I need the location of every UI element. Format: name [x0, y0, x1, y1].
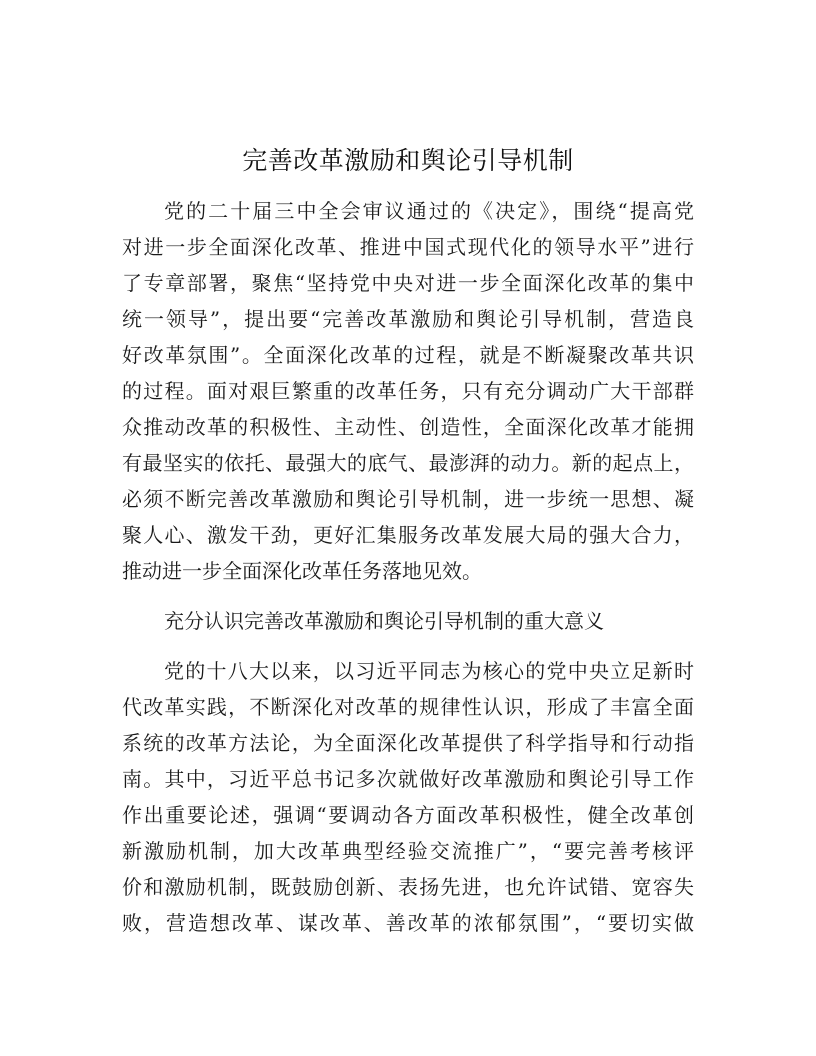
paragraph-line: 统一领导”，提出要“完善改革激励和舆论引导机制，营造良 [122, 307, 694, 331]
paragraph-line: 好改革氛围”。全面深化改革的过程，就是不断凝聚改革共识 [122, 343, 694, 367]
paragraph-line: 败，营造想改革、谋改革、善改革的浓郁氛围”，“要切实做 [122, 911, 694, 935]
paragraph-line: 党的十八大以来，以习近平同志为核心的党中央立足新时 [164, 659, 694, 683]
paragraph-line: 必须不断完善改革激励和舆论引导机制，进一步统一思想、凝 [122, 487, 694, 511]
document-title: 完善改革激励和舆论引导机制 [242, 146, 574, 175]
paragraph-line: 南。其中，习近平总书记多次就做好改革激励和舆论引导工作 [122, 767, 694, 791]
paragraph-line: 党的二十届三中全会审议通过的《决定》，围绕“提高党 [164, 199, 694, 223]
paragraph-line: 作出重要论述，强调“要调动各方面改革积极性，健全改革创 [122, 803, 694, 827]
paragraph-line: 聚人心、激发干劲，更好汇集服务改革发展大局的强大合力， [122, 523, 694, 547]
paragraph-line: 了专章部署，聚焦“坚持党中央对进一步全面深化改革的集中 [122, 271, 694, 295]
paragraph-line: 系统的改革方法论，为全面深化改革提供了科学指导和行动指 [122, 731, 694, 755]
paragraph-line: 代改革实践，不断深化对改革的规律性认识，形成了丰富全面 [122, 695, 694, 719]
paragraph-line: 对进一步全面深化改革、推进中国式现代化的领导水平”进行 [122, 235, 694, 259]
paragraph-line: 众推动改革的积极性、主动性、创造性，全面深化改革才能拥 [122, 415, 694, 439]
section-heading: 充分认识完善改革激励和舆论引导机制的重大意义 [164, 609, 604, 633]
paragraph-line: 有最坚实的依托、最强大的底气、最澎湃的动力。新的起点上， [122, 451, 694, 475]
paragraph-line: 推动进一步全面深化改革任务落地见效。 [122, 559, 482, 583]
paragraph-line: 价和激励机制，既鼓励创新、表扬先进，也允许试错、宽容失 [122, 875, 694, 899]
paragraph-line: 新激励机制，加大改革典型经验交流推广”，“要完善考核评 [122, 839, 694, 863]
paragraph-line: 的过程。面对艰巨繁重的改革任务，只有充分调动广大干部群 [122, 379, 694, 403]
